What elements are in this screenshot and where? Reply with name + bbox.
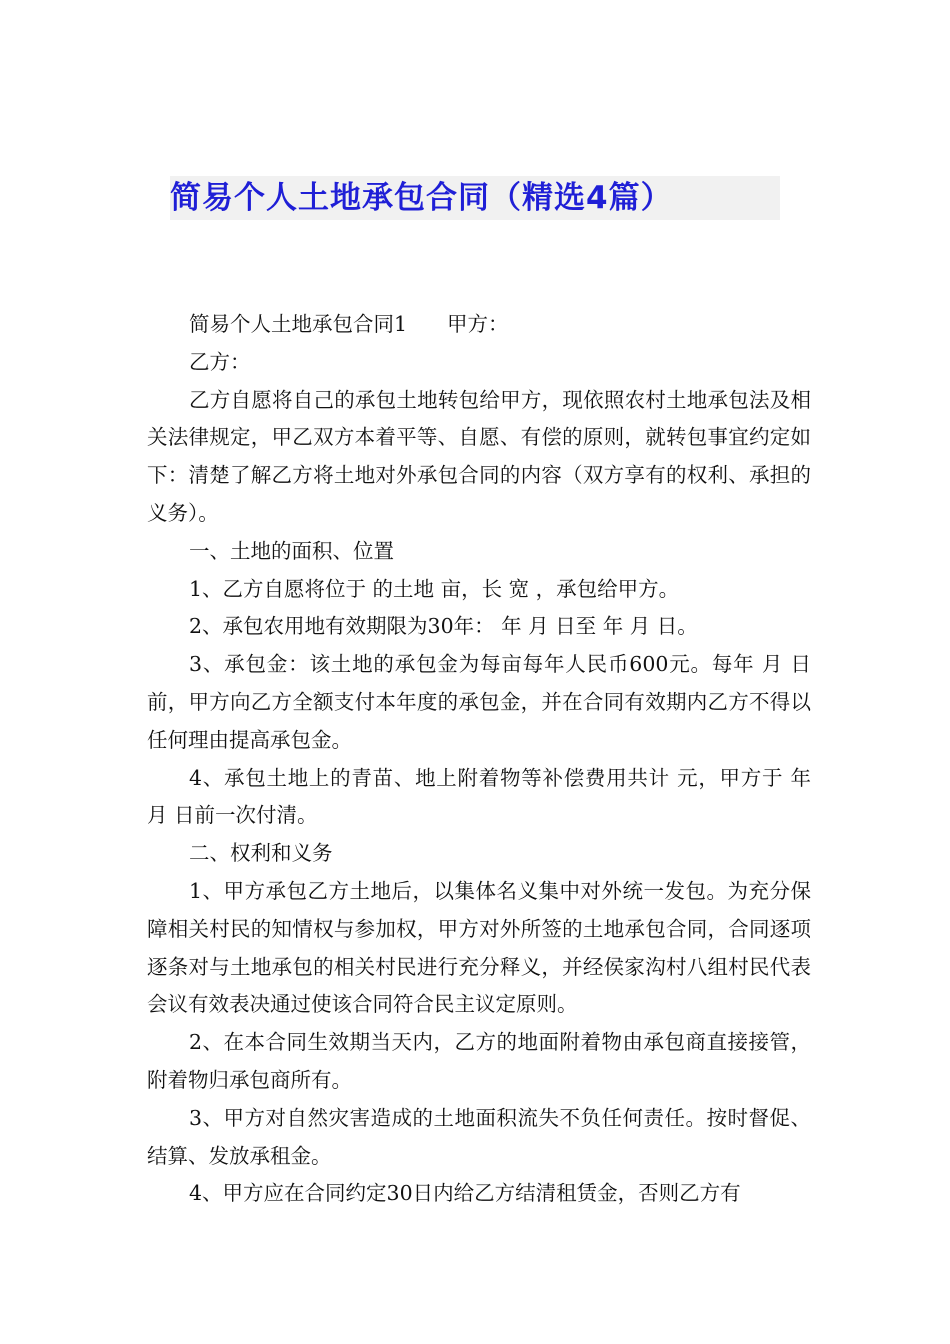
clause: 2、在本合同生效期当天内，乙方的地面附着物由承包商直接接管，附着物归承包商所有。	[147, 1030, 811, 1092]
section-heading: 二、权利和义务	[189, 841, 333, 866]
section-heading: 一、土地的面积、位置	[189, 538, 394, 563]
document-body	[147, 306, 811, 1213]
clause: 1、乙方自愿将位于 的土地 亩，长 宽 ，承包给甲方。	[189, 576, 680, 601]
party-b-label: 乙方：	[189, 349, 251, 374]
document-title: 简易个人土地承包合同（精选4篇）	[170, 176, 780, 220]
clause: 3、承包金：该土地的承包金为每亩每年人民币600元。每年 月 日前，甲方向乙方全额支付本年度的承包金，并在合同有效期内乙方不得以任何理由提高承包金。	[147, 652, 811, 752]
party-a-label: 甲方：	[447, 312, 509, 336]
contract-heading: 简易个人土地承包合同1	[189, 312, 408, 336]
paragraph: 乙方自愿将自己的承包土地转包给甲方，现依照农村土地承包法及相关法律规定，甲乙双方本着平等、自愿、有偿的原则，就转包事宜约定如下：清楚了解乙方将土地对外承包合同的内容（双方享有的权利、承担的义务）。	[147, 387, 811, 525]
clause: 2、承包农用地有效期限为30年： 年 月 日至 年 月 日。	[189, 614, 698, 639]
clause: 1、甲方承包乙方土地后，以集体名义集中对外统一发包。为充分保障相关村民的知情权与参加权，甲方对外所签的土地承包合同，合同逐项逐条对与土地承包的相关村民进行充分释义，并经侯家沟村八组村民代表会议有效表决通过使该合同符合民主议定原则。	[147, 878, 811, 1017]
clause: 3、甲方对自然灾害造成的土地面积流失不负任何责任。按时督促、结算、发放承租金。	[147, 1105, 811, 1168]
clause: 4、承包土地上的青苗、地上附着物等补偿费用共计 元，甲方于 年 月 日前一次付清。	[147, 765, 811, 828]
clause: 4、甲方应在合同约定30日内给乙方结清租赁金，否则乙方有	[189, 1181, 741, 1206]
contract-heading-line	[147, 306, 811, 344]
